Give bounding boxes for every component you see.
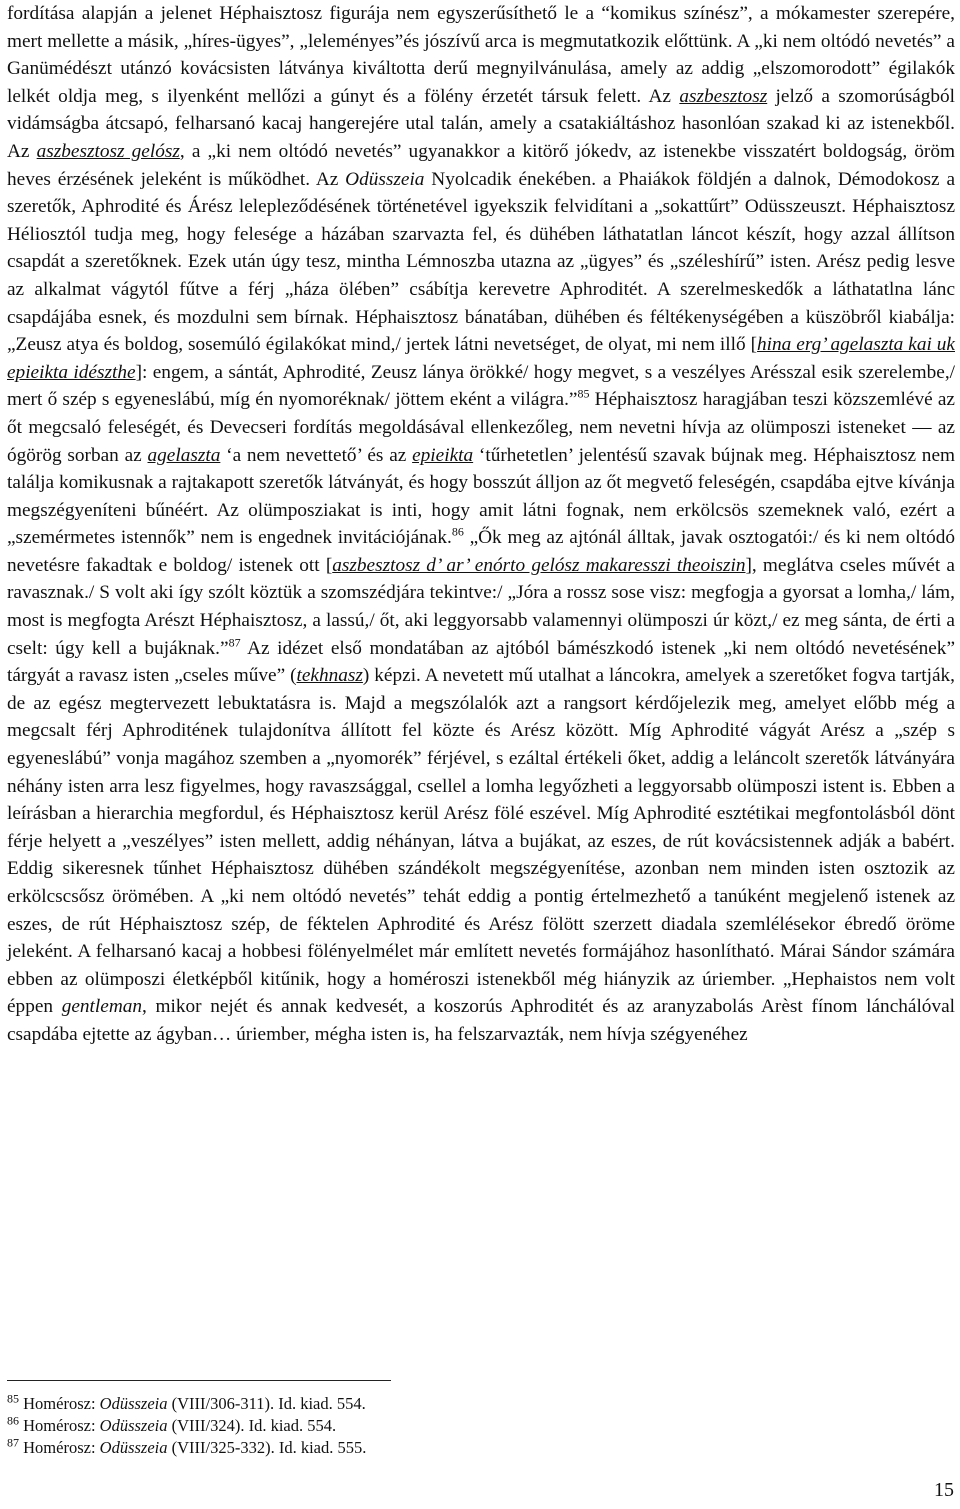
body-text-segment: fordítása alapján a jelenet Héphaisztosz figurája nem egyszerűsíthető le a “komikus színész”, a mókamester szerepére, mert mellette a másik, „híres-ügyes”, „leleményes”és jószívű arca is megmutatkozik előttünk. A „ki nem oltódó nevetés” a Ganümédészt utánzó kovácsisten látványa kiváltotta derű megnyilvánulása, amely az addig „elszomorodott” égilakók lelkét oldja meg, s ilyenként mellőzi a gúnyt és a fölény érzetét társuk felett. Az [7, 3, 955, 107]
body-text-segment: , a „ki nem oltódó nevetés” ugyanakkor a kitörő jókedv, az istenekbe visszatért boldogság, öröm heves érzésének jeleként is működhet. Az [7, 140, 955, 190]
footnote-author: Homérosz: [19, 1438, 100, 1457]
footnote [7, 1393, 907, 1415]
footnote-title: Odüsszeia [99, 1416, 168, 1435]
greek-transliteration: hina erg’ agelaszta kai uk epieikta idészthe [7, 334, 955, 383]
footnote-author: Homérosz: [19, 1416, 100, 1435]
body-text [7, 0, 955, 1049]
greek-transliteration: agelaszta [147, 444, 221, 466]
greek-transliteration: aszbesztosz gelósz [36, 140, 180, 162]
footnote-number: 87 [7, 1435, 19, 1450]
footnotes [7, 1393, 907, 1459]
body-text-segment: jelző a szomorúságból vidámságba átcsapó, felharsanó kacaj hangerejére utal talán, amely a csatakiáltáshoz hasonlóan szakad ki az istenekből. Az [7, 85, 956, 162]
footnote-author: Homérosz: [19, 1394, 100, 1413]
body-text-segment: Héphaisztosz haragjában teszi közszemlévé az őt megcsaló feleségét, és Devecseri fordítás megoldásával ellenkezőleg, nem nevetni hívja az olümposzi isteneket — az ógörög sorban az [7, 389, 955, 466]
footnote-rule [7, 1380, 391, 1381]
footnote-ref: 87 [228, 635, 241, 650]
italic-text: Odüsszeia [345, 168, 425, 190]
body-text-segment: , mikor nejét és annak kedvesét, a koszorús Aphroditét és az aranyzabolás Arèst fínom lánchálóval csapdába ejtette az ágyban… úriember, mégha isten is, ha felszarvazták, nem hívja szégyenéhez [7, 996, 956, 1045]
body-text-segment: ]: engem, a sántát, Aphrodité, Zeusz lánya örökké/ hogy megvet, s a veszélyes Arésszal esik szerelembe,/ mert ő szép s egyeneslábú, míg én nyomoréknak/ jöttem eként a világra.” [7, 361, 955, 411]
italic-text: gentleman [61, 996, 143, 1018]
footnote [7, 1437, 907, 1459]
greek-transliteration: aszbesztosz d’ ar’ enórto gelósz makaresszi theoiszin [332, 554, 746, 576]
footnote-ref: 86 [451, 524, 464, 539]
footnote-reference: (VIII/324). Id. kiad. 554. [167, 1416, 337, 1435]
body-text-segment: Nyolcadik énekében. a Phaiákok földjén a dalnok, Démodokosz a szeretők, Aphrodité és Árész lelepleződésének történetével igyekszik felvidítani a „sokattűrt” Odüsszeuszt. Héphaisztosz Héliosztól tudja meg, hogy felesége a házában szarvazta fel, és dühében láthatatlan láncot készít, hogy azzal állítson csapdát a szeretőknek. Ezek után úgy tesz, mintha Lémnoszba utazna az „ügyes” és „széleshírű” isten. Arész pedig lesve az alkalmat vágytól fűtve a férj „háza ölében” csábítja kerevetre Aphroditét. A szerelmeskedők a láthatatlna lánc csapdájába esnek, és mozdulni sem bírnak. Héphaisztosz bánatában, dühében és féltékenységében a küszöbről kiabálja: „Zeusz atya és boldog, sosemúló égilakókat mind,/ jertek látni nevetséget, de olyat, mi nem illő [ [7, 168, 956, 356]
body-text-segment: ) képzi. A nevetett mű utalhat a láncokra, amelyek a szeretőket fogva tartják, de az egész megtervezett lebuktatásra is. Majd a megszólalók azt a rangsort kérdőjelezik meg, amelyet előbb még a megcsalt férj Aphroditének tulajdonítva állított fel közte és Arész között. Míg Aphrodité vágyát Arész a „szép s egyeneslábú” vonja magához szemben a „nyomorék” férjével, s ezáltal értékeli őket, addig a leláncolt szeretők látványára néhány isten arra lesz figyelmes, hogy ravaszsággal, csellel a lomha legyőzheti a leggyorsabb olümposzi istent is. Ebben a leírásban a hierarchia megfordul, és Héphaisztosz kerül Arész fölé eszével. Míg Aphrodité esztétikai megfontolásból dönt férje helyett a „veszélyes” isten mellett, addig néhányan, látva a bujákat, az eszes, de rút kovácsistennek adják a babért. Eddig sikeresnek tűnhet Héphaisztosz dühében szándékolt megszégyenítése, azonban nem minden isten osztozik az erkölcscsősz örömében. A „ki nem oltódó nevetés” tehát eddig a pontig értelmezhető a tanúként megjelenő istenek az eszes, de rút Héphaisztosz szép, de féktelen Aphrodité és Arész fölött szerzett diadala szemlélésekor ébredő öröme jeleként. A felharsanó kacaj a hobbesi fölényelmélet már említett nevetés formájához hasonlítható. Márai Sándor számára ebben az olümposzi életképből kitűnik, hogy a homéroszi istenekből még hiányzik az úriember. „Hephaistos nem volt éppen [7, 665, 955, 1018]
body-text-segment: ‘a nem nevettető’ és az [220, 444, 413, 466]
footnote-title: Odüsszeia [99, 1438, 168, 1457]
body-text-segment: Az idézet első mondatában az ajtóból bámészkodó istenek „ki nem oltódó nevetésének” tárgyát a ravasz isten „cseles műve” ( [7, 637, 955, 687]
footnote [7, 1415, 907, 1437]
greek-transliteration: epieikta [412, 444, 474, 466]
greek-transliteration: aszbesztosz [679, 85, 768, 107]
body-text-segment: ‘tűrhetetlen’ jelentésű szavak bújnak meg. Héphaisztosz nem találja komikusnak a rajtakapott szeretők látványát, és hogy bosszút álljon az őt megvető feleségén, csapdába ejtve kívánja megszégyeníteni bűnéért. Az olümposziakat is inti, hogy amit látni fognak, nem erkölcsös szemeknek való, ezért a „szemérmetes istennők” nem is engednek invitációjának. [7, 444, 955, 549]
footnote-reference: (VIII/306-311). Id. kiad. 554. [167, 1394, 366, 1413]
body-text-segment: „Ők meg az ajtónál álltak, javak osztogatói:/ és ki nem oltódó nevetésre fakadtak e boldog/ istenek ott [ [7, 527, 955, 576]
footnote-number: 85 [7, 1391, 19, 1406]
footnote-number: 86 [7, 1413, 19, 1428]
footnote-title: Odüsszeia [99, 1394, 168, 1413]
page-number: 15 [934, 1479, 954, 1501]
footnote-ref: 85 [577, 386, 590, 401]
body-text-segment: ], meglátva cseles művét a ravasznak./ S volt aki így szólt köztük a szomszédjára tekintve:/ „Jóra a rossz sose visz: megfogja a gyorsat a lomha,/ lám, most is megfogta Arészt Héphaisztosz, a lassú,/ őt, aki leggyorsabb valamennyi olümposzi úr közt,/ ez meg sánta, de érti a cselt: úgy kell a bujáknak.” [7, 554, 955, 659]
greek-transliteration: tekhnasz [296, 665, 363, 687]
page [7, 0, 955, 1049]
footnote-reference: (VIII/325-332). Id. kiad. 555. [167, 1438, 367, 1457]
